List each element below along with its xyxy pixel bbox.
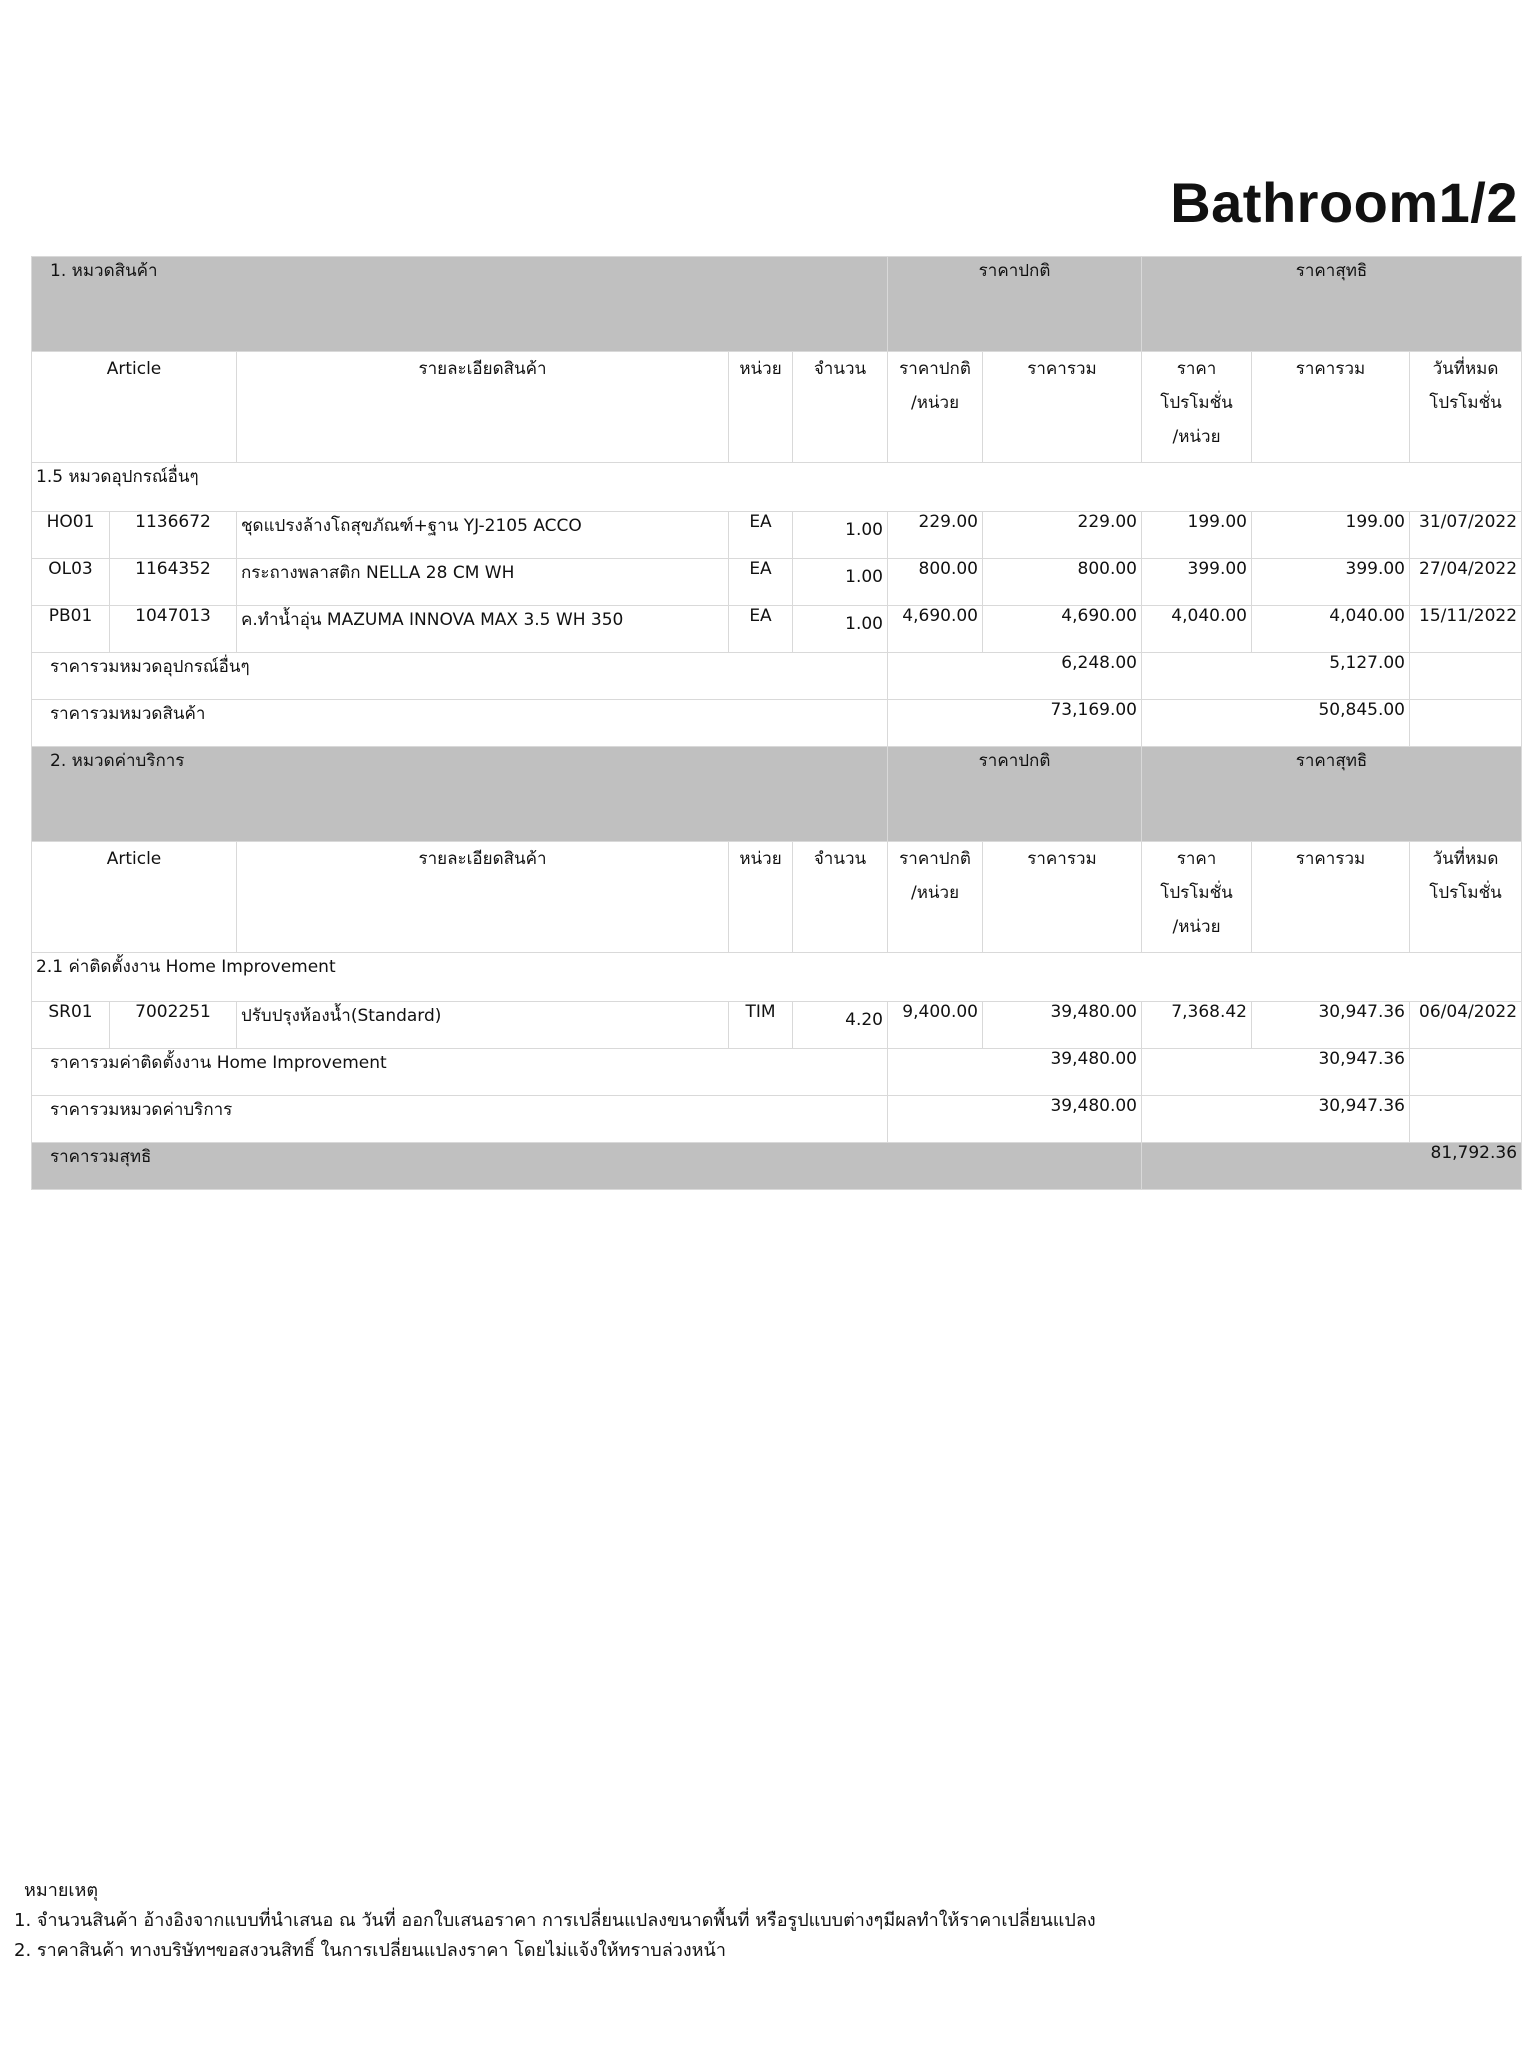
- item-promo-total: 399.00: [1252, 559, 1410, 606]
- item-unit-price: 4,690.00: [888, 606, 983, 653]
- item-total: 39,480.00: [983, 1002, 1142, 1049]
- col-normal-unit-price: ราคาปกติ /หน่วย: [888, 842, 983, 953]
- item-description: กระถางพลาสติก NELLA 28 CM WH: [237, 559, 729, 606]
- item-code: HO01: [32, 512, 110, 559]
- grand-total-value: 81,792.36: [1142, 1143, 1522, 1190]
- subtotal-normal: 39,480.00: [888, 1049, 1142, 1096]
- item-qty: 1.00: [793, 559, 888, 606]
- col-article: Article: [32, 352, 237, 463]
- group-net-price: ราคาสุทธิ: [1142, 747, 1522, 842]
- item-unit: EA: [729, 512, 793, 559]
- col-normal-total: ราคารวม: [983, 352, 1142, 463]
- empty-cell: [1410, 1049, 1522, 1096]
- item-promo-price: 399.00: [1142, 559, 1252, 606]
- item-total: 229.00: [983, 512, 1142, 559]
- item-total: 800.00: [983, 559, 1142, 606]
- page-title: Bathroom1/2: [1170, 171, 1518, 234]
- item-total: 4,690.00: [983, 606, 1142, 653]
- note-item: 2. ราคาสินค้า ทางบริษัทฯขอสงวนสิทธิ์ ในการเปลี่ยนแปลงราคา โดยไม่แจ้งให้ทราบล่วงหน้า: [14, 1940, 726, 1961]
- table-row: [32, 606, 1522, 653]
- col-qty: จำนวน: [793, 842, 888, 953]
- item-code: OL03: [32, 559, 110, 606]
- subtotal-net: 30,947.36: [1142, 1049, 1410, 1096]
- item-promo-price: 7,368.42: [1142, 1002, 1252, 1049]
- item-promo-price: 4,040.00: [1142, 606, 1252, 653]
- col-normal-total: ราคารวม: [983, 842, 1142, 953]
- item-description: ชุดแปรงล้างโถสุขภัณฑ์+ฐาน YJ-2105 ACCO: [237, 512, 729, 559]
- col-unit: หน่วย: [729, 352, 793, 463]
- empty-cell: [1410, 1096, 1522, 1143]
- item-promo-price: 199.00: [1142, 512, 1252, 559]
- subcategory-row: [32, 953, 1522, 1002]
- item-promo-total: 4,040.00: [1252, 606, 1410, 653]
- item-unit-price: 800.00: [888, 559, 983, 606]
- subtotal-row: [32, 653, 1522, 700]
- section-total-row: [32, 1096, 1522, 1143]
- subtotal-label: ราคารวมหมวดอุปกรณ์อื่นๆ: [32, 653, 888, 700]
- item-unit: EA: [729, 606, 793, 653]
- col-unit: หน่วย: [729, 842, 793, 953]
- section-total-normal: 73,169.00: [888, 700, 1142, 747]
- note-item: 1. จำนวนสินค้า อ้างอิงจากแบบที่นำเสนอ ณ วันที่ ออกใบเสนอราคา การเปลี่ยนแปลงขนาดพื้นที่ หรือรูปแบบต่างๆมีผลทำให้ราคาเปลี่ยนแปลง: [14, 1910, 1096, 1931]
- item-unit: TIM: [729, 1002, 793, 1049]
- table-row: [32, 559, 1522, 606]
- col-promo-unit-price: ราคา โปรโมชั่น /หน่วย: [1142, 842, 1252, 953]
- col-promo-total: ราคารวม: [1252, 352, 1410, 463]
- item-code: SR01: [32, 1002, 110, 1049]
- section-title: 1. หมวดสินค้า: [32, 257, 888, 352]
- empty-cell: [1410, 700, 1522, 747]
- section-title: 2. หมวดค่าบริการ: [32, 747, 888, 842]
- item-qty: 1.00: [793, 512, 888, 559]
- grand-total-label: ราคารวมสุทธิ: [32, 1143, 1142, 1190]
- table-row: [32, 512, 1522, 559]
- item-description: ค.ทำน้ำอุ่น MAZUMA INNOVA MAX 3.5 WH 350: [237, 606, 729, 653]
- item-promo-end: 27/04/2022: [1410, 559, 1522, 606]
- item-qty: 4.20: [793, 1002, 888, 1049]
- section-header-services: [32, 747, 1522, 842]
- subcategory-label: 1.5 หมวดอุปกรณ์อื่นๆ: [32, 463, 1522, 512]
- empty-cell: [1410, 653, 1522, 700]
- item-unit-price: 229.00: [888, 512, 983, 559]
- group-normal-price: ราคาปกติ: [888, 257, 1142, 352]
- col-promo-end-date: วันที่หมด โปรโมชั่น: [1410, 352, 1522, 463]
- grand-total-row: [32, 1143, 1522, 1190]
- notes-section: [14, 1876, 1096, 1966]
- item-description: ปรับปรุงห้องน้ำ(Standard): [237, 1002, 729, 1049]
- subtotal-net: 5,127.00: [1142, 653, 1410, 700]
- subtotal-row: [32, 1049, 1522, 1096]
- section-total-label: ราคารวมหมวดสินค้า: [32, 700, 888, 747]
- column-header-row: [32, 842, 1522, 953]
- col-qty: จำนวน: [793, 352, 888, 463]
- item-unit-price: 9,400.00: [888, 1002, 983, 1049]
- item-code: PB01: [32, 606, 110, 653]
- item-article: 7002251: [110, 1002, 237, 1049]
- notes-title: หมายเหตุ: [24, 1880, 99, 1901]
- subtotal-label: ราคารวมค่าติดตั้งงาน Home Improvement: [32, 1049, 888, 1096]
- col-description: รายละเอียดสินค้า: [237, 842, 729, 953]
- section-total-label: ราคารวมหมวดค่าบริการ: [32, 1096, 888, 1143]
- col-promo-end-date: วันที่หมด โปรโมชั่น: [1410, 842, 1522, 953]
- section-total-net: 50,845.00: [1142, 700, 1410, 747]
- section-header-products: [32, 257, 1522, 352]
- item-promo-end: 31/07/2022: [1410, 512, 1522, 559]
- group-normal-price: ราคาปกติ: [888, 747, 1142, 842]
- col-normal-unit-price: ราคาปกติ /หน่วย: [888, 352, 983, 463]
- subcategory-label: 2.1 ค่าติดตั้งงาน Home Improvement: [32, 953, 1522, 1002]
- section-total-net: 30,947.36: [1142, 1096, 1410, 1143]
- item-promo-end: 06/04/2022: [1410, 1002, 1522, 1049]
- col-promo-total: ราคารวม: [1252, 842, 1410, 953]
- col-description: รายละเอียดสินค้า: [237, 352, 729, 463]
- item-article: 1047013: [110, 606, 237, 653]
- item-article: 1164352: [110, 559, 237, 606]
- section-total-normal: 39,480.00: [888, 1096, 1142, 1143]
- quotation-table: [31, 256, 1522, 1190]
- item-promo-total: 199.00: [1252, 512, 1410, 559]
- col-article: Article: [32, 842, 237, 953]
- item-qty: 1.00: [793, 606, 888, 653]
- item-unit: EA: [729, 559, 793, 606]
- table-row: [32, 1002, 1522, 1049]
- col-promo-unit-price: ราคา โปรโมชั่น /หน่วย: [1142, 352, 1252, 463]
- column-header-row: [32, 352, 1522, 463]
- section-total-row: [32, 700, 1522, 747]
- item-promo-total: 30,947.36: [1252, 1002, 1410, 1049]
- item-promo-end: 15/11/2022: [1410, 606, 1522, 653]
- item-article: 1136672: [110, 512, 237, 559]
- subcategory-row: [32, 463, 1522, 512]
- subtotal-normal: 6,248.00: [888, 653, 1142, 700]
- group-net-price: ราคาสุทธิ: [1142, 257, 1522, 352]
